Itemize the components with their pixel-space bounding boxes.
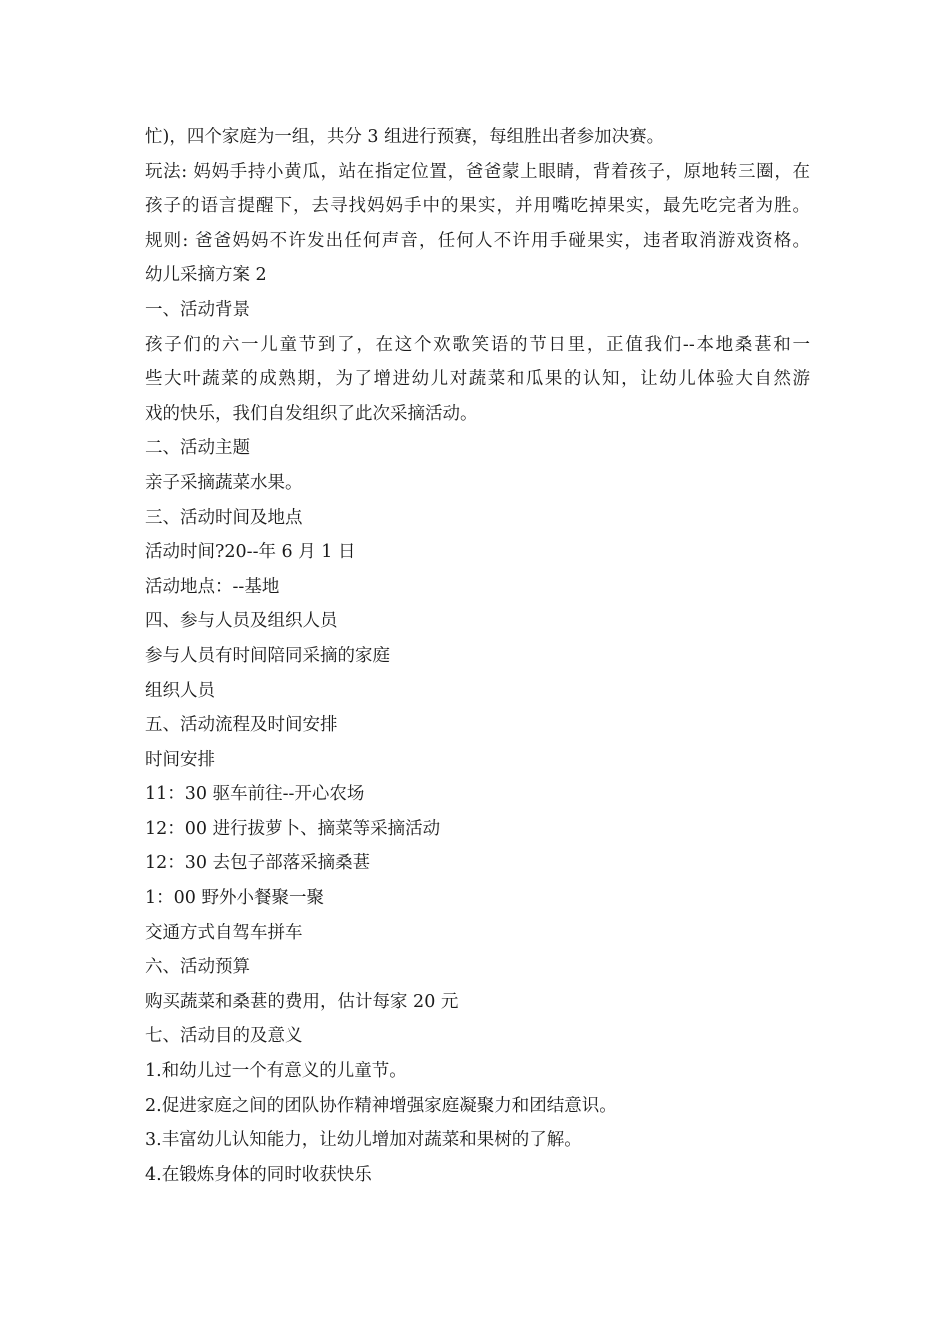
text-line-gameplay-cont: 孩子的语言提醒下，去寻找妈妈手中的果实，并用嘴吃掉果实，最先吃完者为胜。 [145,196,810,217]
text-line-transport: 交通方式自驾车拼车 [145,922,303,943]
heading-background: 一、活动背景 [145,299,250,320]
heading-purpose: 七、活动目的及意义 [145,1026,303,1047]
text-line-background-1: 孩子们的六一儿童节到了，在这个欢歌笑语的节日里，正值我们--本地桑葚和一 [145,334,810,355]
text-line-continuation: 忙)，四个家庭为一组，共分 3 组进行预赛，每组胜出者参加决赛。 [145,127,665,147]
heading-theme: 二、活动主题 [145,438,250,459]
text-line-rules: 规则: 爸爸妈妈不许发出任何声音，任何人不许用手碰果实，违者取消游戏资格。 [145,230,810,251]
section-title-plan-2: 幼儿采摘方案 2 [145,265,267,286]
purpose-item: 1.和幼儿过一个有意义的儿童节。 [145,1061,407,1082]
schedule-item: 11：30 驱车前往--开心农场 [145,784,365,805]
purpose-item: 3.丰富幼儿认知能力，让幼儿增加对蔬菜和果树的了解。 [145,1130,582,1151]
text-line-gameplay: 玩法: 妈妈手持小黄瓜，站在指定位置，爸爸蒙上眼睛，背着孩子，原地转三圈，在 [145,161,810,182]
text-line-time: 活动时间?20--年 6 月 1 日 [145,542,356,563]
text-line-budget: 购买蔬菜和桑葚的费用，估计每家 20 元 [145,991,459,1012]
schedule-item: 1：00 野外小餐聚一聚 [145,888,324,909]
text-line-schedule-label: 时间安排 [145,749,215,770]
text-line-background-3: 戏的快乐，我们自发组织了此次采摘活动。 [145,403,478,424]
purpose-item: 2.促进家庭之间的团队协作精神增强家庭凝聚力和团结意识。 [145,1095,617,1116]
schedule-item: 12：30 去包子部落采摘桑葚 [145,853,371,874]
heading-participants: 四、参与人员及组织人员 [145,611,338,632]
text-line-theme: 亲子采摘蔬菜水果。 [145,472,303,493]
schedule-item: 12：00 进行拔萝卜、摘菜等采摘活动 [145,818,441,839]
text-line-background-2: 些大叶蔬菜的成熟期，为了增进幼儿对蔬菜和瓜果的认知，让幼儿体验大自然游 [145,369,810,390]
heading-schedule: 五、活动流程及时间安排 [145,715,338,736]
text-line-place: 活动地点：--基地 [145,576,280,597]
purpose-item: 4.在锻炼身体的同时收获快乐 [145,1164,372,1185]
document-page [145,120,810,1192]
heading-budget: 六、活动预算 [145,957,250,978]
text-line-participants: 参与人员有时间陪同采摘的家庭 [145,645,390,666]
heading-time-place: 三、活动时间及地点 [145,507,303,528]
text-line-organizers: 组织人员 [145,680,215,701]
